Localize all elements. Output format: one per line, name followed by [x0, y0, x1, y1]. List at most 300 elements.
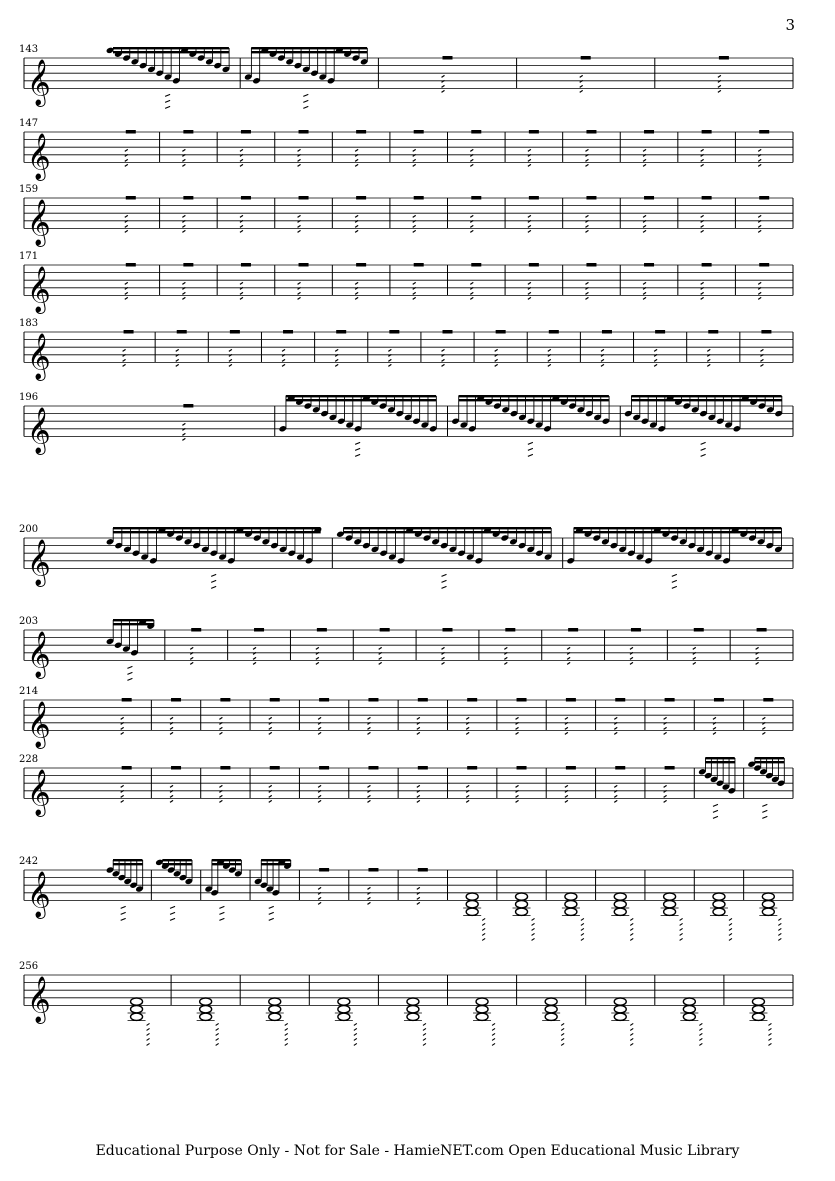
chord-note-head — [466, 901, 478, 908]
treble-clef-icon: 𝄞 — [27, 133, 51, 180]
grace-mark — [565, 795, 568, 797]
whole-rest — [568, 628, 578, 632]
grace-mark — [516, 727, 519, 729]
grace-mark — [413, 215, 416, 217]
whole-rest — [631, 628, 641, 632]
grace-mark — [316, 662, 319, 664]
grace-mark — [182, 230, 185, 232]
grace-mark — [756, 647, 759, 649]
note-beam — [113, 531, 321, 533]
grace-mark — [585, 297, 588, 299]
staff-system — [19, 754, 793, 818]
grace-mark — [240, 164, 243, 166]
grace-mark — [528, 225, 531, 227]
grace-mark — [565, 732, 568, 734]
grace-mark — [211, 580, 216, 582]
grace-mark — [758, 292, 761, 294]
grace-mark — [125, 164, 128, 166]
whole-rest — [471, 263, 481, 267]
grace-mark — [413, 292, 416, 294]
grace-mark — [664, 717, 667, 719]
grace-mark — [121, 727, 124, 729]
grace-mark — [298, 149, 301, 151]
grace-mark — [581, 938, 584, 940]
grace-mark — [561, 1033, 564, 1035]
note-beam — [162, 859, 191, 861]
grace-mark — [355, 225, 358, 227]
grace-mark — [643, 164, 646, 166]
grace-mark — [125, 159, 128, 161]
chord-note-head — [614, 1006, 626, 1013]
note-beam — [113, 47, 229, 49]
grace-mark — [170, 918, 175, 920]
grace-mark — [240, 159, 243, 161]
note-beam — [343, 531, 551, 533]
grace-mark — [778, 923, 781, 925]
measure-number: 196 — [19, 392, 39, 403]
grace-mark — [762, 804, 767, 806]
whole-rest — [702, 196, 712, 200]
grace-mark — [701, 215, 704, 217]
whole-rest — [505, 628, 515, 632]
chord-note-head — [664, 893, 676, 900]
grace-mark — [680, 928, 683, 930]
grace-mark — [182, 215, 185, 217]
note-beam — [705, 761, 734, 763]
grace-mark — [729, 938, 732, 940]
grace-mark — [269, 795, 272, 797]
grace-mark — [240, 225, 243, 227]
whole-rest — [443, 330, 453, 334]
grace-mark — [567, 662, 570, 664]
whole-rest — [368, 766, 378, 770]
grace-mark — [298, 164, 301, 166]
grace-mark — [417, 887, 420, 889]
measure-number: 228 — [19, 754, 39, 765]
grace-mark — [778, 918, 781, 920]
grace-mark — [176, 349, 179, 351]
grace-mark — [466, 785, 469, 787]
measure-number: 171 — [19, 251, 39, 262]
grace-mark — [729, 918, 732, 920]
grace-mark — [379, 657, 382, 659]
grace-mark — [672, 586, 677, 588]
grace-mark — [495, 349, 498, 351]
grace-mark — [580, 85, 583, 87]
note-beam — [286, 395, 436, 397]
grace-mark — [778, 928, 781, 930]
grace-mark — [466, 800, 469, 802]
grace-mark — [470, 149, 473, 151]
grace-mark — [585, 292, 588, 294]
note-beam — [212, 863, 241, 865]
grace-mark — [125, 292, 128, 294]
grace-mark — [581, 918, 584, 920]
note-beam — [574, 531, 782, 533]
grace-mark — [318, 897, 321, 899]
grace-mark — [121, 800, 124, 802]
grace-mark — [170, 785, 173, 787]
whole-rest — [467, 698, 477, 702]
whole-rest — [380, 628, 390, 632]
whole-rest — [759, 130, 769, 134]
grace-mark — [240, 230, 243, 232]
grace-mark — [614, 717, 617, 719]
grace-mark — [466, 732, 469, 734]
grace-mark — [561, 1023, 564, 1025]
whole-rest — [177, 330, 187, 334]
grace-mark — [367, 795, 370, 797]
whole-rest — [414, 263, 424, 267]
grace-mark — [680, 923, 683, 925]
grace-mark — [121, 795, 124, 797]
grace-mark — [125, 225, 128, 227]
grace-mark — [367, 902, 370, 904]
grace-mark — [269, 785, 272, 787]
grace-mark — [269, 918, 274, 920]
treble-clef-icon: 𝄞 — [27, 631, 51, 678]
grace-mark — [367, 800, 370, 802]
grace-mark — [182, 282, 185, 284]
grace-mark — [417, 727, 420, 729]
grace-mark — [701, 448, 706, 450]
chord-note-head — [545, 1013, 557, 1020]
grace-mark — [442, 364, 445, 366]
whole-rest — [644, 263, 654, 267]
grace-mark — [121, 906, 126, 908]
grace-mark — [285, 1038, 288, 1040]
grace-mark — [528, 149, 531, 151]
grace-mark — [127, 672, 132, 674]
grace-mark — [581, 923, 584, 925]
grace-mark — [585, 164, 588, 166]
grace-mark — [585, 159, 588, 161]
grace-mark — [125, 282, 128, 284]
chord-note-head — [762, 901, 774, 908]
grace-mark — [528, 442, 533, 444]
grace-mark — [240, 297, 243, 299]
page-number: 3 — [785, 16, 795, 34]
grace-mark — [729, 928, 732, 930]
grace-mark — [643, 297, 646, 299]
grace-mark — [565, 800, 568, 802]
grace-mark — [601, 349, 604, 351]
grace-mark — [165, 94, 170, 96]
grace-mark — [147, 1028, 150, 1030]
chord-note-head — [476, 998, 488, 1005]
grace-mark — [762, 810, 767, 812]
grace-mark — [216, 1033, 219, 1035]
grace-mark — [768, 1043, 771, 1045]
grace-mark — [354, 1043, 357, 1045]
grace-mark — [269, 717, 272, 719]
grace-mark — [492, 1023, 495, 1025]
measure-number: 147 — [19, 118, 39, 129]
grace-mark — [379, 647, 382, 649]
grace-mark — [318, 902, 321, 904]
note-beam — [574, 527, 782, 529]
grace-mark — [413, 282, 416, 284]
whole-rest — [566, 766, 576, 770]
treble-clef-icon: 𝄞 — [27, 59, 51, 106]
grace-mark — [165, 106, 170, 108]
grace-mark — [630, 1043, 633, 1045]
grace-mark — [367, 897, 370, 899]
note-beam — [459, 395, 609, 397]
grace-mark — [219, 918, 224, 920]
grace-mark — [630, 657, 633, 659]
whole-rest — [665, 766, 675, 770]
grace-mark — [643, 230, 646, 232]
grace-mark — [442, 580, 447, 582]
whole-rest — [368, 868, 378, 872]
whole-rest — [299, 196, 309, 200]
grace-mark — [758, 215, 761, 217]
whole-rest — [581, 56, 591, 60]
grace-mark — [182, 438, 185, 440]
grace-mark — [367, 785, 370, 787]
measure-number: 214 — [19, 686, 39, 697]
grace-mark — [654, 349, 657, 351]
grace-mark — [423, 1038, 426, 1040]
grace-mark — [758, 164, 761, 166]
grace-mark — [528, 454, 533, 456]
grace-mark — [630, 1023, 633, 1025]
chord-note-head — [476, 1006, 488, 1013]
note-beam — [261, 859, 290, 861]
chord-note-head — [752, 998, 764, 1005]
grace-mark — [190, 657, 193, 659]
grace-mark — [516, 732, 519, 734]
grace-mark — [282, 359, 285, 361]
grace-mark — [282, 364, 285, 366]
grace-mark — [423, 1023, 426, 1025]
grace-mark — [693, 662, 696, 664]
grace-mark — [354, 1033, 357, 1035]
grace-mark — [335, 359, 338, 361]
note-beam — [251, 47, 367, 49]
whole-rest — [414, 196, 424, 200]
grace-mark — [630, 918, 633, 920]
grace-mark — [417, 902, 420, 904]
treble-clef-icon: 𝄞 — [27, 266, 51, 313]
note-beam — [755, 761, 784, 763]
staff-system — [19, 44, 793, 108]
whole-rest — [529, 130, 539, 134]
grace-mark — [216, 1043, 219, 1045]
grace-mark — [127, 678, 132, 680]
grace-mark — [470, 297, 473, 299]
grace-mark — [713, 717, 716, 719]
grace-mark — [532, 928, 535, 930]
grace-mark — [355, 297, 358, 299]
grace-mark — [495, 364, 498, 366]
note-beam — [755, 757, 784, 759]
grace-mark — [516, 785, 519, 787]
grace-mark — [121, 785, 124, 787]
grace-mark — [565, 727, 568, 729]
grace-mark — [532, 923, 535, 925]
grace-mark — [125, 297, 128, 299]
grace-mark — [516, 795, 519, 797]
chord-note-head — [683, 1006, 695, 1013]
note-beam — [113, 863, 142, 865]
chord-note-head — [614, 893, 626, 900]
grace-mark — [240, 292, 243, 294]
chord-note-head — [466, 893, 478, 900]
grace-mark — [581, 933, 584, 935]
grace-mark — [630, 933, 633, 935]
whole-rest — [517, 698, 527, 702]
whole-rest — [418, 766, 428, 770]
grace-mark — [318, 727, 321, 729]
grace-mark — [758, 225, 761, 227]
grace-mark — [442, 586, 447, 588]
chord-note-head — [269, 1006, 281, 1013]
grace-mark — [318, 887, 321, 889]
grace-mark — [470, 282, 473, 284]
grace-mark — [482, 938, 485, 940]
whole-rest — [719, 56, 729, 60]
grace-mark — [528, 230, 531, 232]
staff-system — [19, 856, 793, 940]
chord-note-head — [200, 998, 212, 1005]
grace-mark — [190, 647, 193, 649]
whole-rest — [319, 766, 329, 770]
whole-rest — [714, 698, 724, 702]
grace-mark — [701, 282, 704, 284]
grace-mark — [216, 1038, 219, 1040]
grace-mark — [699, 1038, 702, 1040]
whole-rest — [566, 698, 576, 702]
whole-rest — [254, 628, 264, 632]
grace-mark — [614, 727, 617, 729]
grace-mark — [125, 149, 128, 151]
grace-mark — [504, 662, 507, 664]
chord-note-head — [545, 1006, 557, 1013]
grace-mark — [758, 159, 761, 161]
grace-mark — [561, 1043, 564, 1045]
grace-mark — [423, 1043, 426, 1045]
measure-number: 143 — [19, 44, 39, 55]
grace-mark — [417, 732, 420, 734]
whole-rest — [270, 698, 280, 702]
grace-mark — [355, 448, 360, 450]
whole-rest — [183, 130, 193, 134]
grace-mark — [707, 359, 710, 361]
note-beam — [286, 399, 436, 401]
grace-mark — [355, 454, 360, 456]
grace-mark — [219, 795, 222, 797]
grace-mark — [417, 785, 420, 787]
grace-mark — [355, 282, 358, 284]
grace-mark — [470, 292, 473, 294]
chord-note-head — [713, 901, 725, 908]
grace-mark — [532, 938, 535, 940]
chord-note-head — [614, 1013, 626, 1020]
whole-rest — [283, 330, 293, 334]
grace-mark — [713, 732, 716, 734]
whole-rest — [183, 404, 193, 408]
grace-mark — [643, 225, 646, 227]
whole-rest — [529, 196, 539, 200]
chord-note-head — [338, 1006, 350, 1013]
grace-mark — [182, 149, 185, 151]
chord-note-head — [516, 893, 528, 900]
chord-note-head — [614, 908, 626, 915]
chord-note-head — [565, 908, 577, 915]
whole-rest — [702, 130, 712, 134]
grace-mark — [548, 349, 551, 351]
whole-rest — [126, 130, 136, 134]
grace-mark — [630, 1033, 633, 1035]
grace-mark — [282, 349, 285, 351]
grace-mark — [367, 717, 370, 719]
staff-system — [19, 184, 793, 247]
grace-mark — [388, 364, 391, 366]
chord-note-head — [407, 1013, 419, 1020]
grace-mark — [762, 727, 765, 729]
grace-mark — [760, 364, 763, 366]
measure-number: 159 — [19, 184, 39, 195]
staff-system — [19, 318, 793, 381]
grace-mark — [762, 717, 765, 719]
chord-note-head — [752, 1006, 764, 1013]
grace-mark — [303, 106, 308, 108]
staff-system — [19, 251, 793, 314]
grace-mark — [229, 359, 232, 361]
note-beam — [113, 623, 154, 625]
grace-mark — [442, 647, 445, 649]
grace-mark — [470, 164, 473, 166]
grace-mark — [413, 225, 416, 227]
grace-mark — [528, 282, 531, 284]
whole-rest — [319, 698, 329, 702]
grace-mark — [147, 1023, 150, 1025]
grace-mark — [240, 282, 243, 284]
whole-rest — [183, 263, 193, 267]
whole-rest — [191, 628, 201, 632]
grace-mark — [756, 662, 759, 664]
whole-rest — [757, 628, 767, 632]
grace-mark — [680, 933, 683, 935]
grace-mark — [482, 928, 485, 930]
grace-mark — [699, 1043, 702, 1045]
whole-rest — [602, 330, 612, 334]
whole-rest — [471, 130, 481, 134]
grace-mark — [413, 297, 416, 299]
grace-mark — [701, 454, 706, 456]
chord-note-head — [565, 893, 577, 900]
chord-note-head — [713, 893, 725, 900]
grace-mark — [528, 297, 531, 299]
grace-mark — [495, 359, 498, 361]
grace-mark — [718, 75, 721, 77]
grace-mark — [219, 800, 222, 802]
grace-mark — [253, 657, 256, 659]
grace-mark — [585, 230, 588, 232]
whole-rest — [220, 698, 230, 702]
measure-number: 256 — [19, 961, 39, 972]
grace-mark — [354, 1038, 357, 1040]
grace-mark — [470, 215, 473, 217]
grace-mark — [285, 1033, 288, 1035]
grace-mark — [219, 732, 222, 734]
grace-mark — [355, 230, 358, 232]
grace-mark — [219, 717, 222, 719]
grace-mark — [758, 297, 761, 299]
grace-mark — [466, 717, 469, 719]
